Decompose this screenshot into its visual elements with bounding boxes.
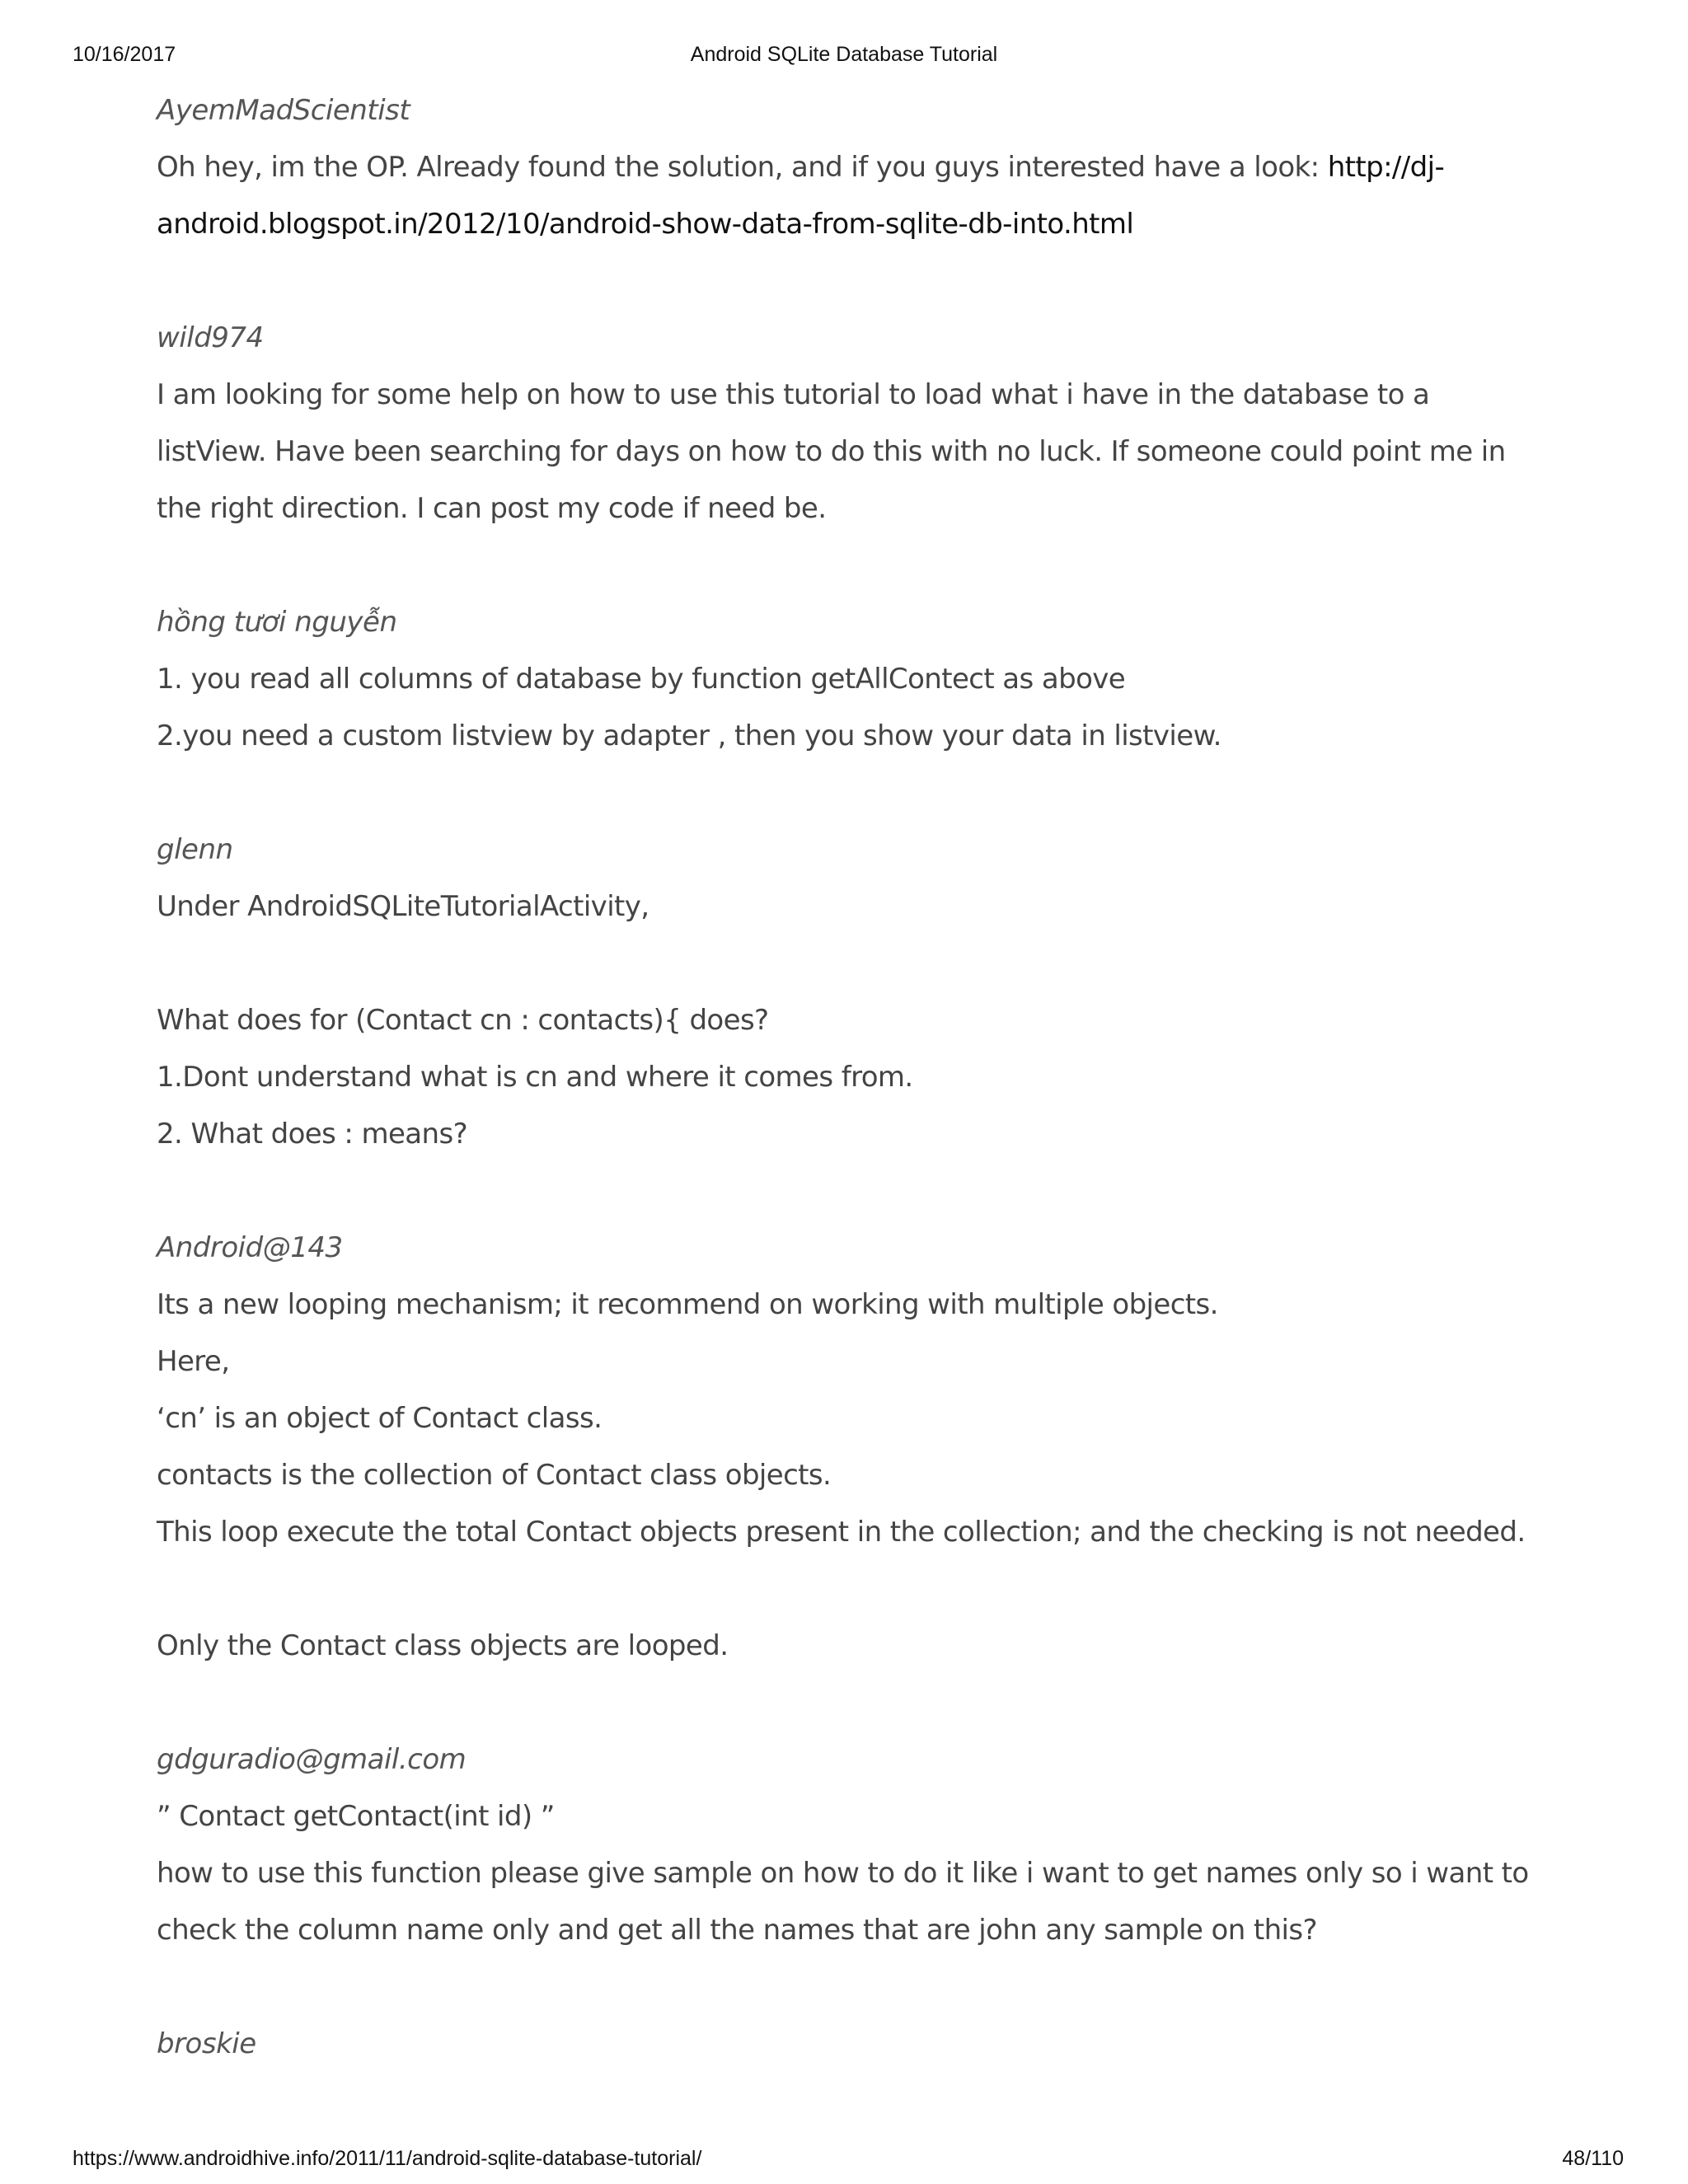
comment-line: I am looking for some help on how to use this tutorial to load what i have in the database to a bbox=[157, 378, 1430, 411]
comment-line: ‘cn’ is an object of Contact class. bbox=[157, 1402, 603, 1435]
comment-author: AyemMadScientist bbox=[157, 94, 410, 127]
comment-line: Under AndroidSQLiteTutorialActivity, bbox=[157, 890, 649, 923]
comment-line: Its a new looping mechanism; it recommend on working with multiple objects. bbox=[157, 1288, 1218, 1321]
comment-line: Here, bbox=[157, 1345, 230, 1378]
comment-line: check the column name only and get all the names that are john any sample on this? bbox=[157, 1914, 1317, 1947]
comment-link-continued[interactable]: android.blogspot.in/2012/10/android-show-data-from-sqlite-db-into.html bbox=[157, 208, 1134, 241]
comment-blank-line bbox=[157, 935, 1541, 992]
comment-text-prefix: Oh hey, im the OP. Already found the solution, and if you guys interested have a look: bbox=[157, 151, 1328, 184]
comment-author: wild974 bbox=[157, 321, 264, 354]
comment bbox=[157, 1732, 1541, 1959]
comment bbox=[157, 822, 1541, 1163]
comment-author: glenn bbox=[157, 833, 233, 866]
comment-line: What does for (Contact cn : contacts){ does? bbox=[157, 1004, 769, 1037]
comment-link[interactable]: http://dj- bbox=[1327, 151, 1445, 184]
comment bbox=[157, 594, 1541, 765]
comment-author: hồng tươi nguyễn bbox=[157, 606, 397, 639]
comment-line: 1.Dont understand what is cn and where it comes from. bbox=[157, 1061, 913, 1094]
comment bbox=[157, 310, 1541, 537]
page-number: 48/110 bbox=[1562, 2147, 1624, 2170]
page-url: https://www.androidhive.info/2011/11/android-sqlite-database-tutorial/ bbox=[73, 2147, 702, 2170]
print-header bbox=[0, 43, 1688, 76]
comment-author: Android@143 bbox=[157, 1231, 343, 1264]
comment-line: ” Contact getContact(int id) ” bbox=[157, 1800, 555, 1833]
comment-line: 2.you need a custom listview by adapter , then you show your data in listview. bbox=[157, 719, 1221, 752]
comment bbox=[157, 82, 1541, 253]
comment-author: gdguradio@gmail.com bbox=[157, 1743, 467, 1776]
print-date: 10/16/2017 bbox=[73, 43, 176, 66]
comment-line: how to use this function please give sample on how to do it like i want to get names only so i want to bbox=[157, 1857, 1529, 1890]
comment-line: 2. What does : means? bbox=[157, 1118, 468, 1151]
comment bbox=[157, 1220, 1541, 1675]
comment-blank-line bbox=[157, 1561, 1541, 1618]
comment-text bbox=[157, 139, 1541, 196]
comment-text bbox=[157, 196, 1541, 253]
comment-line: 1. you read all columns of database by function getAllContect as above bbox=[157, 663, 1126, 696]
comment-line: the right direction. I can post my code if need be. bbox=[157, 492, 827, 525]
comment-line: This loop execute the total Contact objects present in the collection; and the checking is not needed. bbox=[157, 1516, 1526, 1549]
comment-line: listView. Have been searching for days on how to do this with no luck. If someone could point me in bbox=[157, 435, 1506, 468]
comments-list bbox=[157, 82, 1541, 2130]
comment-line: contacts is the collection of Contact class objects. bbox=[157, 1459, 832, 1492]
page-title: Android SQLite Database Tutorial bbox=[690, 43, 998, 66]
comment-author: broskie bbox=[157, 2027, 256, 2060]
comment-line: Only the Contact class objects are looped. bbox=[157, 1629, 729, 1662]
print-footer bbox=[0, 2147, 1688, 2180]
comment bbox=[157, 2016, 1541, 2073]
